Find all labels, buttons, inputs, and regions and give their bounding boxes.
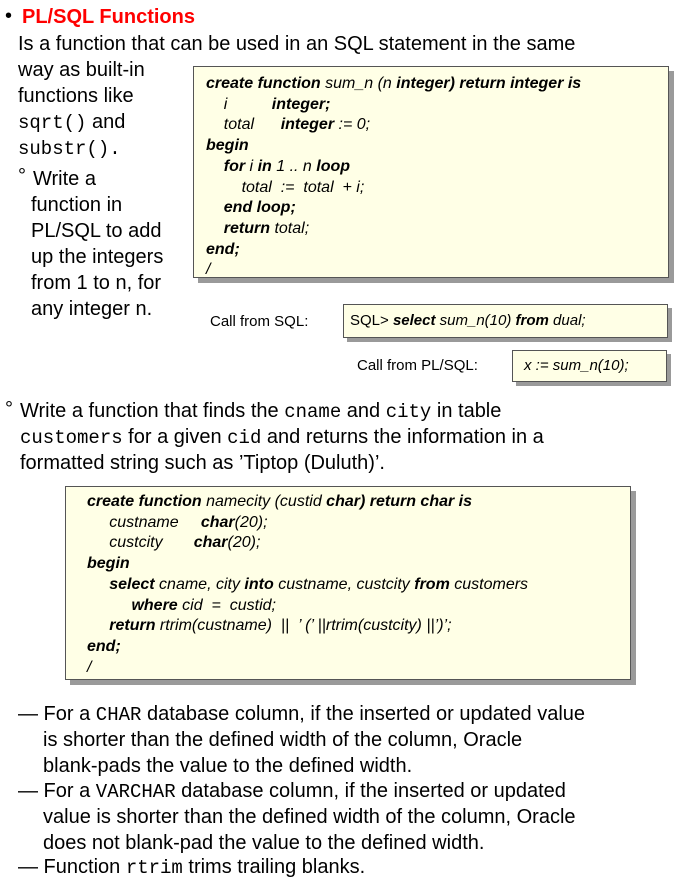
code-namecity: create function namecity (custid char) return char is custname char(20); custcity char(20); begin select cname, city into custname, custcity from customers where cid = custid; return rtrim(custname) || ’ (’ ||rtrim(custcity) ||’)’; end; / xyxy=(87,493,529,676)
task1-line-6: any integer n. xyxy=(31,298,153,320)
note-char: — For a CHAR database column, if the inserted or updated value xyxy=(18,703,586,726)
degree-bullet-1: ° xyxy=(18,165,26,187)
task1-line-3: PL/SQL to add xyxy=(31,220,162,242)
intro-line-4 xyxy=(18,111,125,134)
task1-line-4: up the integers xyxy=(31,246,164,268)
intro-line-2: way as built-in xyxy=(18,59,145,81)
task1-line-2: function in xyxy=(31,194,123,216)
note-varchar-line-3: does not blank-pad the value to the defined width. xyxy=(43,832,485,854)
plsql-call-box xyxy=(512,350,667,382)
and-word: and xyxy=(86,111,126,133)
bullet-dot: • xyxy=(5,5,13,27)
task1-line-1: Write a xyxy=(33,168,96,190)
code-box-namecity xyxy=(65,486,631,680)
sql-call-code: SQL> select sum_n(10) from dual; xyxy=(350,312,586,329)
task2-line-1: Write a function that finds the cname and city in table xyxy=(20,400,502,423)
task2-line-2: customers for a given cid and returns the information in a xyxy=(20,426,544,449)
task1-line-5: from 1 to n, for xyxy=(31,272,162,294)
note-rtrim: — Function rtrim trims trailing blanks. xyxy=(18,856,366,879)
sql-call-box xyxy=(343,304,668,338)
note-varchar: — For a VARCHAR database column, if the inserted or updated xyxy=(18,780,566,803)
intro-line-3: functions like xyxy=(18,85,134,107)
fn-sqrt: sqrt() xyxy=(18,112,87,134)
degree-bullet-2: ° xyxy=(5,398,13,420)
fn-substr: substr(). xyxy=(18,138,121,160)
call-from-sql-label: Call from SQL: xyxy=(210,313,309,330)
intro-line-1: Is a function that can be used in an SQL statement in the same xyxy=(18,33,576,55)
code-sum-n: create function sum_n (n integer) return integer is i integer; total integer := 0; begin for i in 1 .. n loop total := total + i; end loop; return total; end; / xyxy=(206,75,582,279)
note-char-line-2: is shorter than the defined width of the column, Oracle xyxy=(43,729,523,751)
task2-line-3: formatted string such as ’Tiptop (Duluth)’. xyxy=(20,452,385,474)
note-char-line-3: blank-pads the value to the defined width. xyxy=(43,755,413,777)
page-title: PL/SQL Functions xyxy=(22,6,195,28)
plsql-call-code: x := sum_n(10); xyxy=(524,357,629,374)
note-varchar-line-2: value is shorter than the defined width of the column, Oracle xyxy=(43,806,576,828)
call-from-plsql-label: Call from PL/SQL: xyxy=(357,357,478,374)
code-box-sum-n xyxy=(193,66,669,278)
